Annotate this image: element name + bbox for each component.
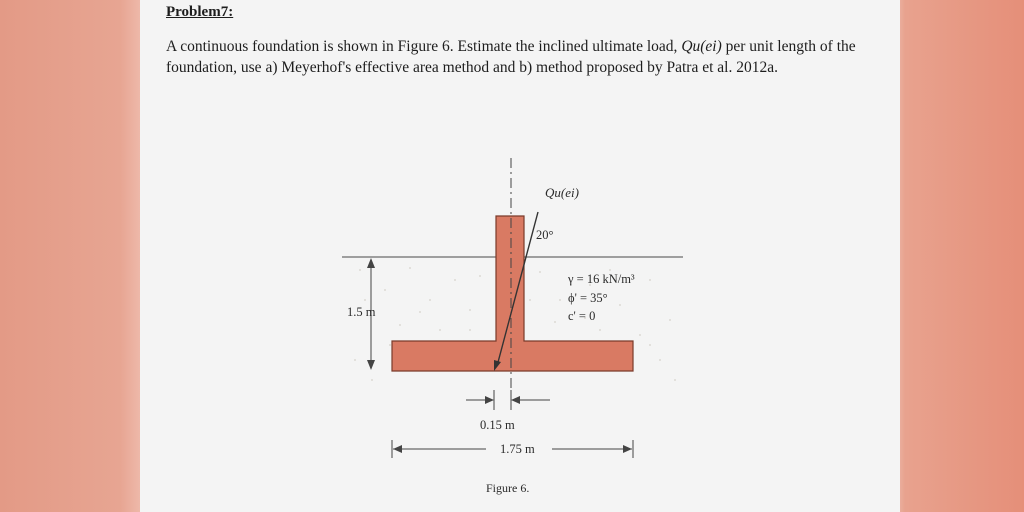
problem-text-part2: per unit length of the foundation, use a) Meyerhof's effective area method and b) method proposed by Patra et al. 2012a.	[166, 38, 856, 76]
problem-title: Problem7:	[166, 4, 234, 20]
load-symbol: Qu(ei)	[681, 38, 722, 55]
eccentricity-label: 0.15 m	[480, 418, 515, 432]
width-arrowhead-left	[393, 445, 402, 453]
unit-weight-label: γ = 16 kN/m³	[568, 272, 635, 286]
depth-arrow-top	[367, 258, 375, 268]
width-arrowhead-right	[623, 445, 632, 453]
depth-label: 1.5 m	[347, 305, 376, 319]
width-label: 1.75 m	[500, 442, 535, 456]
eccentricity-arrowhead-right	[511, 396, 520, 404]
eccentricity-arrowhead-left	[485, 396, 494, 404]
cohesion-label: c' = 0	[568, 309, 596, 323]
angle-label: 20°	[536, 228, 554, 242]
friction-angle-label: ϕ' = 35°	[568, 291, 608, 305]
depth-arrow-bottom	[367, 360, 375, 370]
problem-text-part1: A continuous foundation is shown in Figure 6. Estimate the inclined ultimate load,	[166, 38, 682, 55]
load-label: Qu(ei)	[545, 185, 579, 200]
figure-caption: Figure 6.	[486, 481, 530, 495]
